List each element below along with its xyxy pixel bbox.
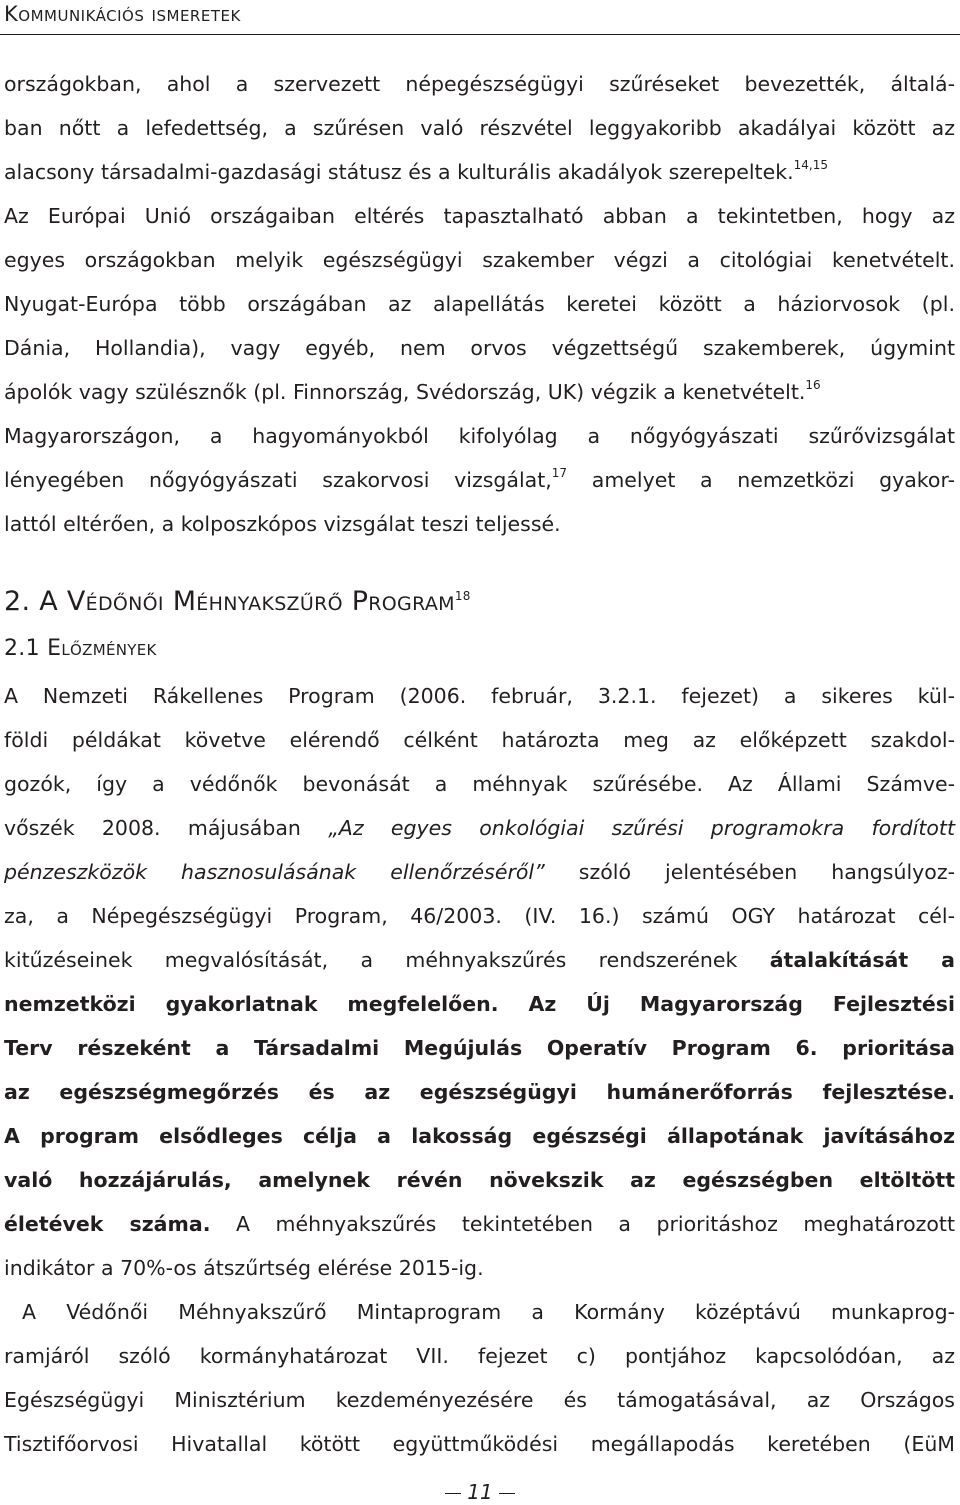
- paragraph-line: pénzeszközök hasznosulásának ellenőrzéséről” szóló jelentésében hangsúlyoz-: [4, 860, 955, 884]
- paragraph-line: Dánia, Hollandia), vagy egyéb, nem orvos végzettségű szakemberek, úgymint: [4, 336, 955, 360]
- paragraph-line: za, a Népegészségügyi Program, 46/2003. (IV. 16.) számú OGY határozat cél-: [4, 904, 955, 928]
- paragraph-line: A Védőnői Méhnyakszűrő Mintaprogram a Kormány középtávú munkaprog-: [22, 1300, 955, 1324]
- paragraph-line: vőszék 2008. májusában „Az egyes onkológiai szűrési programokra fordított: [4, 816, 955, 840]
- subsection-heading: 2.1 Előzmények: [4, 636, 157, 661]
- paragraph-line: Egészségügyi Minisztérium kezdeményezésére és támogatásával, az Országos: [4, 1388, 955, 1412]
- paragraph-line: Az Európai Unió országaiban eltérés tapasztalható abban a tekintetben, hogy az: [4, 204, 955, 228]
- paragraph-line: ápolók vagy szülésznők (pl. Finnország, Svédország, UK) végzik a kenetvételt.$^{16}$: [4, 378, 821, 404]
- page-number-dash: [499, 1493, 515, 1494]
- bold-text: az egészségmegőrzés és az egészségügyi humánerőforrás fejlesztése.: [4, 1080, 955, 1104]
- paragraph-line: [4, 1026, 955, 1070]
- running-header: Kommunikációs ismeretek: [4, 2, 241, 26]
- bold-text: A program elsődleges célja a lakosság egészségi állapotának javításához: [4, 1124, 955, 1148]
- paragraph-line: kitűzéseinek megvalósítását, a méhnyakszűrés rendszerének átalakítását a: [4, 948, 955, 972]
- footnote-ref: 14,15: [793, 158, 828, 172]
- paragraph-line: egyes országokban melyik egészségügyi szakember végzi a citológiai kenetvételt.: [4, 248, 955, 272]
- section-heading: 2. A Védőnői Méhnyakszűrő Program$^{18}$: [4, 586, 471, 617]
- paragraph-line: földi példákat követve elérendő célként határozta meg az előképzett szakdol-: [4, 728, 955, 752]
- paragraph-line: alacsony társadalmi-gazdasági státusz és a kulturális akadályok szerepeltek.$^{14,15}$: [4, 158, 828, 184]
- footnote-ref: 18: [454, 589, 471, 603]
- header-rule: [0, 34, 960, 35]
- bold-text: nemzetközi gyakorlatnak megfelelően. Az Új Magyarország Fejlesztési: [4, 992, 955, 1016]
- paragraph-line: A Nemzeti Rákellenes Program (2006. február, 3.2.1. fejezet) a sikeres kül-: [4, 684, 955, 708]
- report-title-italic: pénzeszközök hasznosulásának ellenőrzéséről”: [4, 860, 545, 884]
- paragraph-line: indikátor a 70%-os átszűrtség elérése 2015-ig.: [4, 1256, 484, 1280]
- paragraph-line: [4, 1114, 955, 1158]
- bold-text: életévek száma.: [4, 1212, 211, 1236]
- paragraph-line: Magyarországon, a hagyományokból kifolyólag a nőgyógyászati szűrővizsgálat: [4, 424, 955, 448]
- paragraph-line: lattól eltérően, a kolposzkópos vizsgálat teszi teljessé.: [4, 512, 561, 536]
- paragraph-line: [4, 1158, 955, 1202]
- paragraph-line: életévek száma. A méhnyakszűrés tekintetében a prioritáshoz meghatározott: [4, 1212, 955, 1236]
- paragraph-line: gozók, így a védőnők bevonását a méhnyak szűrésébe. Az Állami Számve-: [4, 772, 955, 796]
- paragraph-line: országokban, ahol a szervezett népegészségügyi szűréseket bevezették, általá-: [4, 72, 955, 96]
- paragraph-line: Tisztifőorvosi Hivatallal kötött együttműködési megállapodás keretében (EüM: [4, 1432, 955, 1456]
- bold-text: való hozzájárulás, amelynek révén növekszik az egészségben eltöltött: [4, 1168, 955, 1192]
- footnote-ref: 16: [805, 378, 821, 392]
- paragraph-line: lényegében nőgyógyászati szakorvosi vizsgálat,$^{17}$ amelyet a nemzetközi gyakor-: [4, 466, 955, 492]
- paragraph-line: [4, 1070, 955, 1114]
- paragraph-line: Nyugat-Európa több országában az alapellátás keretei között a háziorvosok (pl.: [4, 292, 955, 316]
- footnote-ref: 17: [551, 466, 568, 480]
- paragraph-line: ramjáról szóló kormányhatározat VII. fejezet c) pontjához kapcsolódóan, az: [4, 1344, 955, 1368]
- page-number: 11: [430, 1480, 530, 1504]
- page-number-dash: [445, 1493, 461, 1494]
- bold-text: átalakítását a: [769, 948, 955, 972]
- paragraph-line: [4, 982, 955, 1026]
- report-title-italic: „Az egyes onkológiai szűrési programokra fordított: [328, 816, 955, 840]
- paragraph-line: ban nőtt a lefedettség, a szűrésen való részvétel leggyakoribb akadályai között az: [4, 116, 955, 140]
- bold-text: Terv részeként a Társadalmi Megújulás Operatív Program 6. prioritása: [4, 1036, 955, 1060]
